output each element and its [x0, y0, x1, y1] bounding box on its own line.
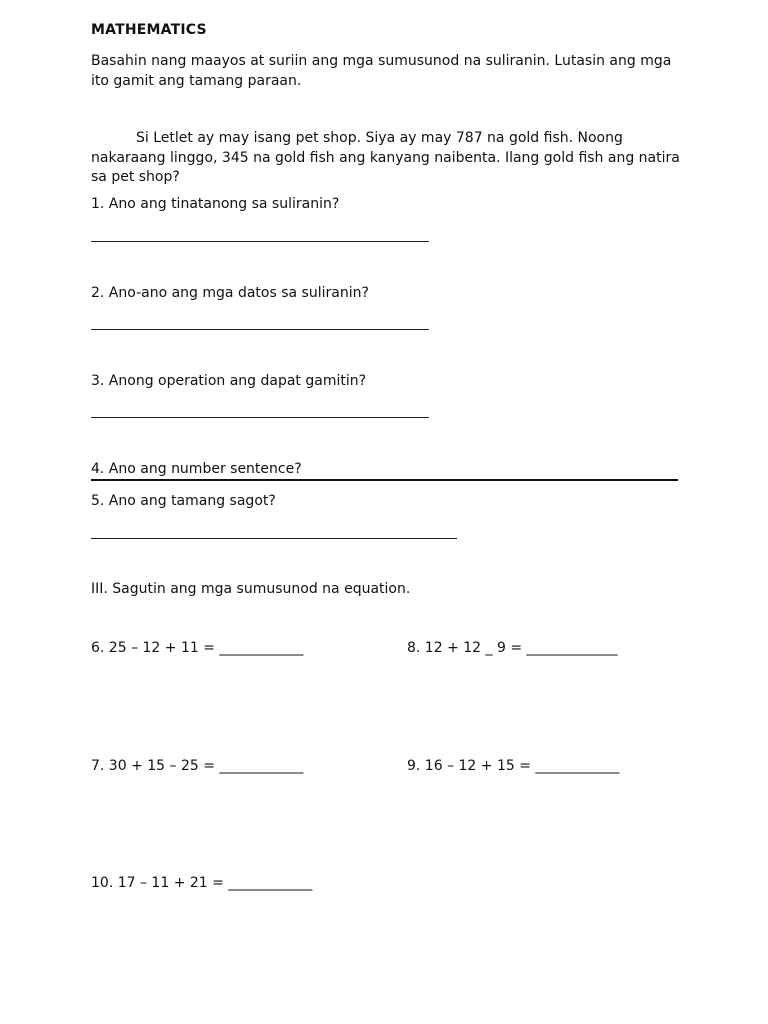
equation-8: 8. 12 + 12 _ 9 = _____________	[407, 640, 618, 656]
question-4: 4. Ano ang number sentence?	[91, 461, 302, 477]
subject-title: MATHEMATICS	[91, 22, 207, 38]
equation-6: 6. 25 – 12 + 11 = ____________	[91, 640, 304, 656]
word-problem	[91, 129, 681, 188]
equation-7: 7. 30 + 15 – 25 = ____________	[91, 758, 304, 774]
equation-9: 9. 16 – 12 + 15 = ____________	[407, 758, 620, 774]
question-2: 2. Ano-ano ang mga datos sa suliranin?	[91, 285, 369, 301]
question-5: 5. Ano ang tamang sagot?	[91, 493, 276, 509]
instructions-text: Basahin nang maayos at suriin ang mga sumusunod na suliranin. Lutasin ang mga ito gamit ang tamang paraan.	[91, 53, 672, 89]
answer-line-2[interactable]	[91, 329, 429, 330]
answer-line-3[interactable]	[91, 417, 429, 418]
answer-line-5[interactable]	[91, 538, 457, 539]
answer-line-1[interactable]	[91, 241, 429, 242]
answer-line-4[interactable]	[91, 479, 678, 481]
question-3: 3. Anong operation ang dapat gamitin?	[91, 373, 367, 389]
equation-10: 10. 17 – 11 + 21 = ____________	[91, 875, 313, 891]
word-problem-text: Si Letlet ay may isang pet shop. Siya ay may 787 na gold fish. Noong nakaraang linggo, 345 na gold fish ang kanyang naibenta. Ilang gold fish ang natira sa pet shop?	[91, 130, 680, 185]
section-3-heading: III. Sagutin ang mga sumusunod na equation.	[91, 581, 411, 597]
question-1: 1. Ano ang tinatanong sa suliranin?	[91, 196, 340, 212]
